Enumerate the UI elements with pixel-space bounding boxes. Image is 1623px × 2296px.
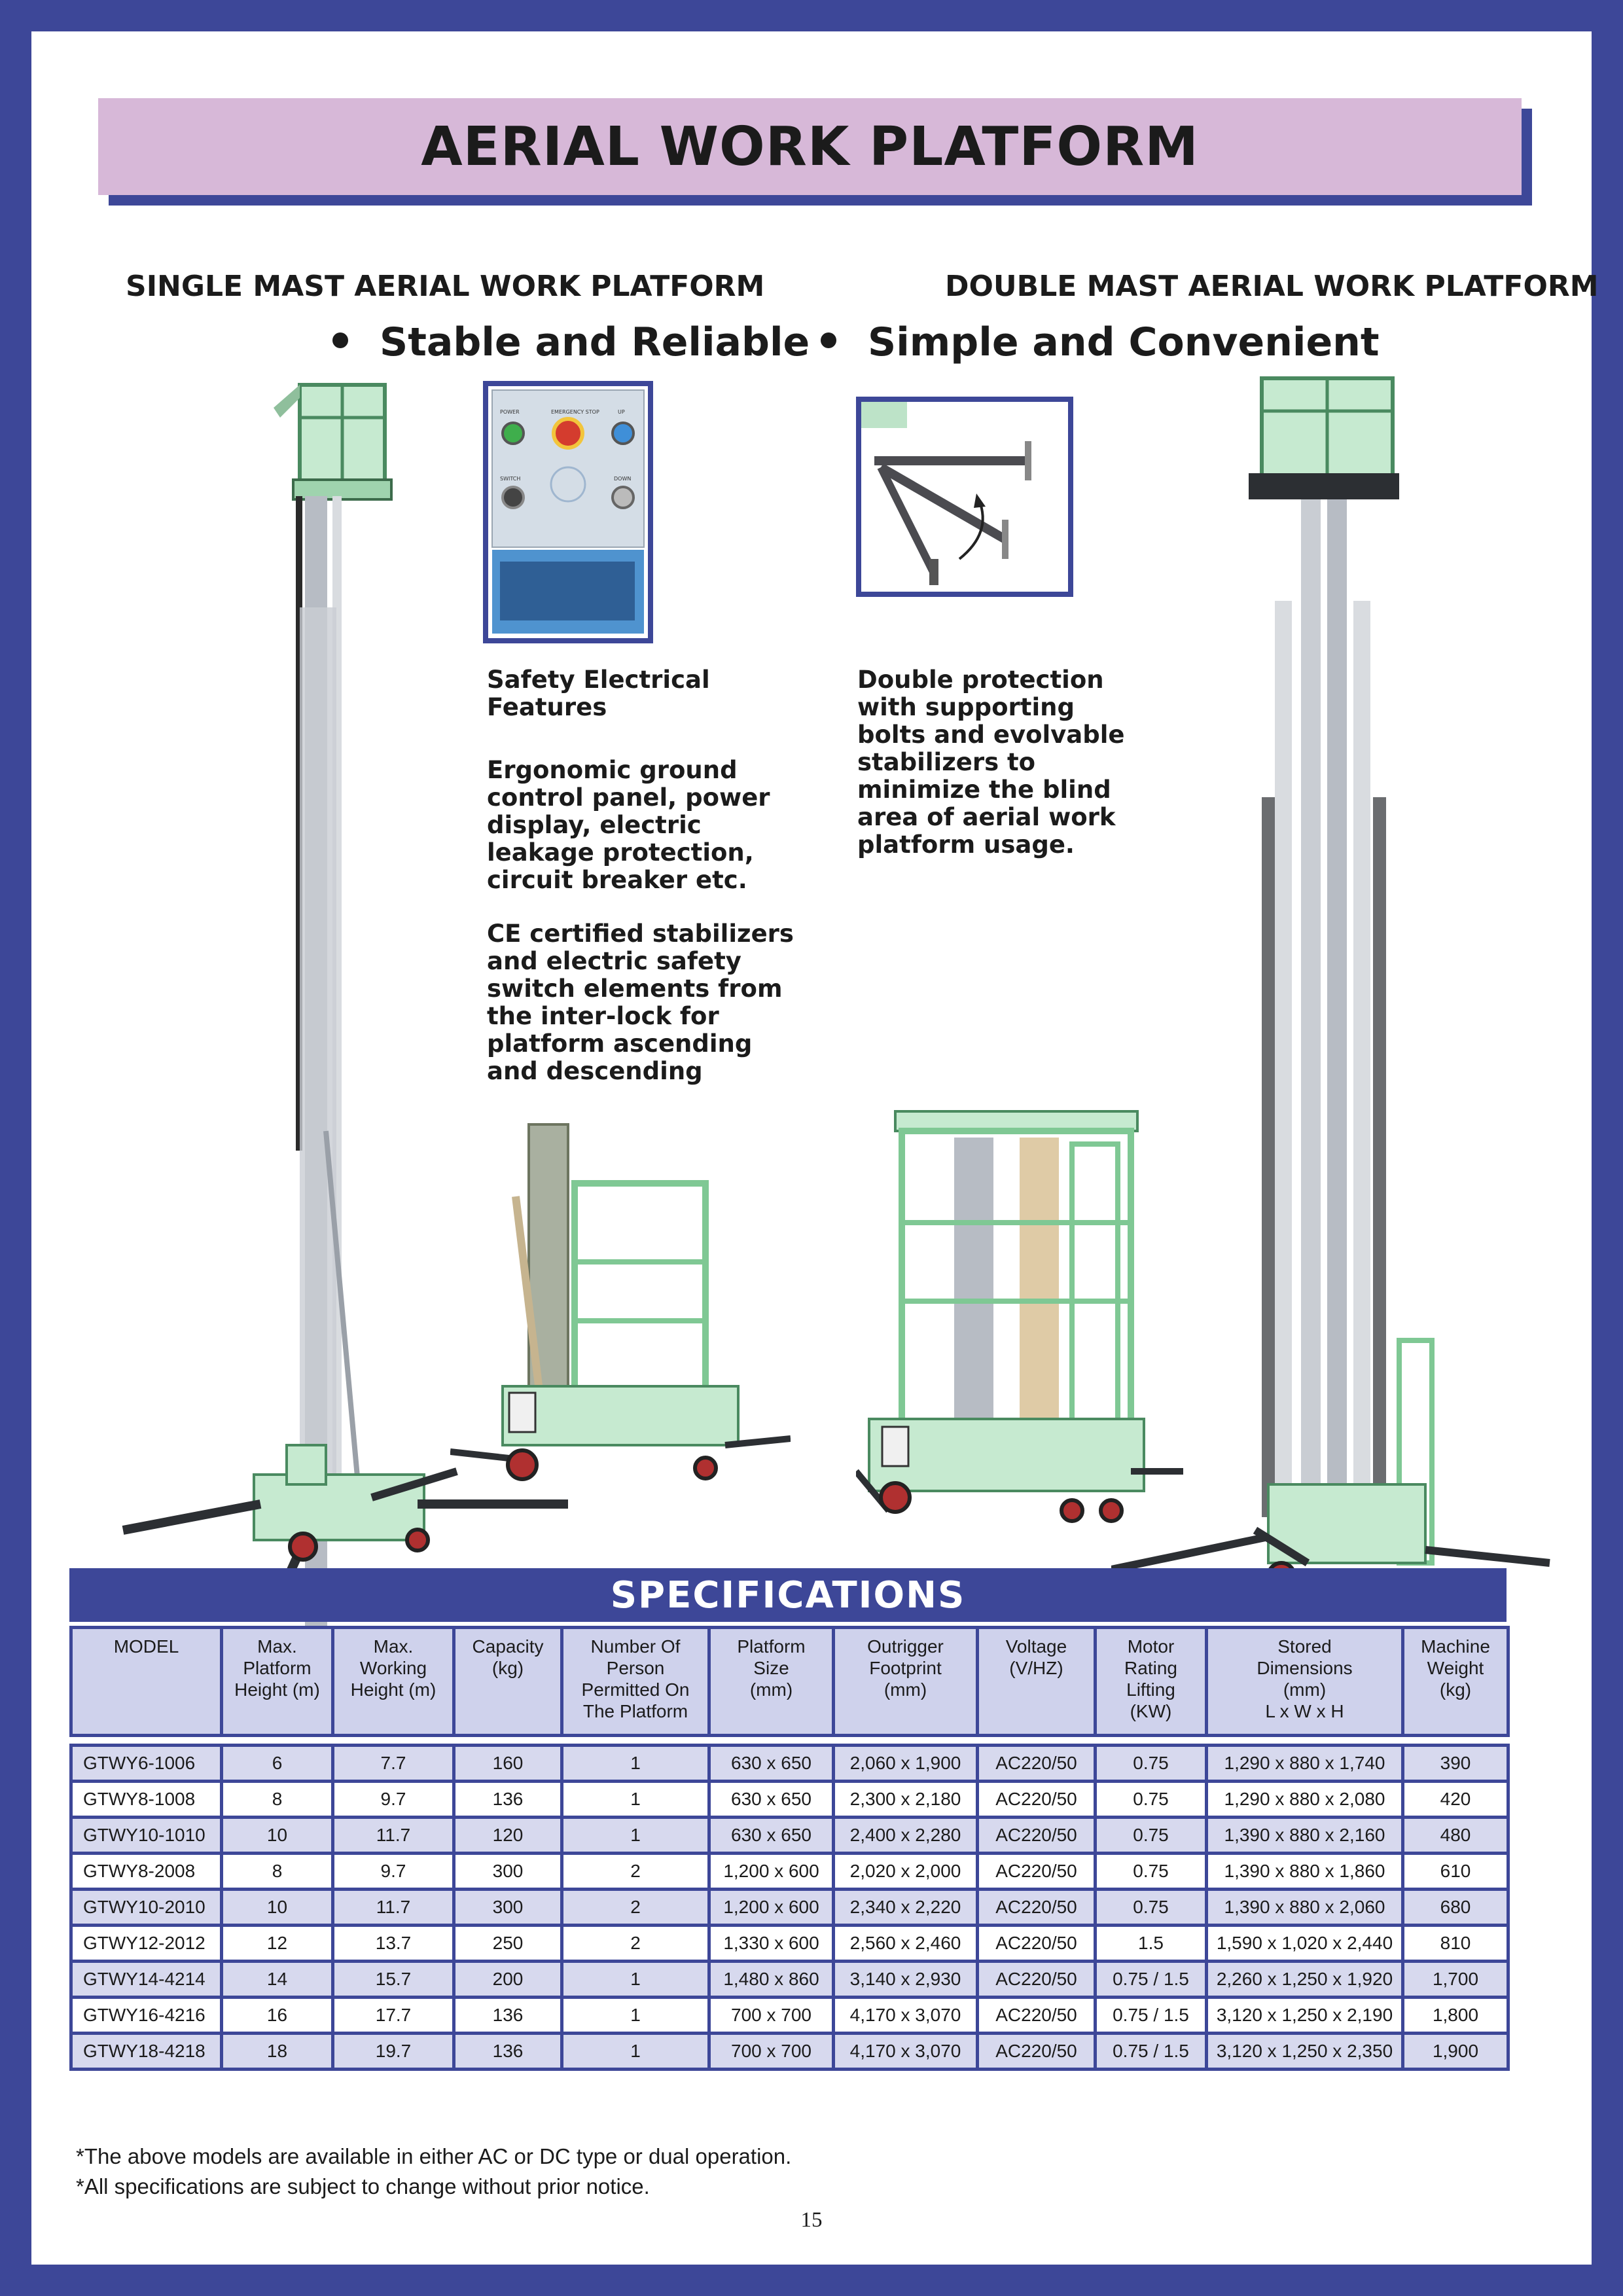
- model-cell: GTWY8-1008: [71, 1782, 222, 1818]
- col-outrigger-footprint: Outrigger Footprint (mm): [834, 1628, 978, 1736]
- col-voltage: Voltage (V/HZ): [978, 1628, 1096, 1736]
- specifications-table: [69, 1626, 1510, 2071]
- table-cell: 2,020 x 2,000: [834, 1854, 978, 1890]
- table-cell: 8: [222, 1854, 333, 1890]
- table-cell: 1,200 x 600: [709, 1854, 834, 1890]
- panel-switch-label: SWITCH: [500, 476, 521, 482]
- col-stored-dimensions: Stored Dimensions (mm) L x W x H: [1207, 1628, 1403, 1736]
- table-cell: AC220/50: [978, 1890, 1096, 1926]
- table-cell: 2,340 x 2,220: [834, 1890, 978, 1926]
- table-cell: 9.7: [333, 1782, 454, 1818]
- table-cell: 610: [1403, 1854, 1508, 1890]
- table-row: [71, 1854, 1508, 1890]
- table-cell: AC220/50: [978, 2034, 1096, 2070]
- table-cell: 200: [454, 1962, 562, 1998]
- table-cell: 19.7: [333, 2034, 454, 2070]
- table-cell: 1: [562, 1962, 709, 1998]
- table-cell: 0.75 / 1.5: [1096, 1962, 1207, 1998]
- table-cell: 13.7: [333, 1926, 454, 1962]
- table-cell: AC220/50: [978, 1818, 1096, 1854]
- table-cell: 14: [222, 1962, 333, 1998]
- col-capacity: Capacity (kg): [454, 1628, 562, 1736]
- panel-up-label: UP: [618, 409, 625, 415]
- table-cell: 0.75: [1096, 1890, 1207, 1926]
- table-row: [71, 1962, 1508, 1998]
- table-cell: 12: [222, 1926, 333, 1962]
- table-cell: 11.7: [333, 1818, 454, 1854]
- table-cell: 136: [454, 1782, 562, 1818]
- model-cell: GTWY6-1006: [71, 1746, 222, 1782]
- panel-caption: Safety Electrical Features: [487, 666, 710, 721]
- table-cell: 1,330 x 600: [709, 1926, 834, 1962]
- table-cell: 136: [454, 2034, 562, 2070]
- table-cell: 2,400 x 2,280: [834, 1818, 978, 1854]
- table-cell: 300: [454, 1854, 562, 1890]
- col-max-working-height: Max. Working Height (m): [333, 1628, 454, 1736]
- table-cell: 390: [1403, 1746, 1508, 1782]
- panel-emergency-label: EMERGENCY STOP: [551, 409, 599, 415]
- table-cell: AC220/50: [978, 1746, 1096, 1782]
- table-cell: 2: [562, 1890, 709, 1926]
- stabilizer-description: Double protection with supporting bolts and evolvable stabilizers to minimize the blind area of aerial work platform usage.: [857, 666, 1125, 859]
- panel-description: Ergonomic ground control panel, power display, electric leakage protection, circuit breaker etc.: [487, 756, 770, 894]
- table-cell: AC220/50: [978, 1782, 1096, 1818]
- panel-down-label: DOWN: [614, 476, 632, 482]
- table-cell: 18: [222, 2034, 333, 2070]
- single-mast-compact-image: [450, 1105, 791, 1498]
- note-change: *All specifications are subject to change without prior notice.: [76, 2174, 650, 2198]
- table-cell: 1,390 x 880 x 2,160: [1207, 1818, 1403, 1854]
- panel-power-label: POWER: [500, 409, 520, 415]
- table-cell: 810: [1403, 1926, 1508, 1962]
- table-cell: 2: [562, 1854, 709, 1890]
- table-cell: 630 x 650: [709, 1818, 834, 1854]
- table-cell: 300: [454, 1890, 562, 1926]
- table-cell: 4,170 x 3,070: [834, 2034, 978, 2070]
- col-model: MODEL: [71, 1628, 222, 1736]
- model-cell: GTWY16-4216: [71, 1998, 222, 2034]
- table-cell: 160: [454, 1746, 562, 1782]
- table-cell: 10: [222, 1890, 333, 1926]
- table-cell: 1,700: [1403, 1962, 1508, 1998]
- table-header-row: [71, 1628, 1508, 1736]
- table-row: [71, 1890, 1508, 1926]
- table-cell: 250: [454, 1926, 562, 1962]
- table-cell: AC220/50: [978, 1926, 1096, 1962]
- model-cell: GTWY18-4218: [71, 2034, 222, 2070]
- page-number: 15: [800, 2208, 823, 2232]
- table-cell: 630 x 650: [709, 1782, 834, 1818]
- table-cell: 1: [562, 1998, 709, 2034]
- table-cell: 1,290 x 880 x 1,740: [1207, 1746, 1403, 1782]
- ce-description: CE certified stabilizers and electric safety switch elements from the inter-lock for platform ascending and descending: [487, 920, 794, 1085]
- model-cell: GTWY10-2010: [71, 1890, 222, 1926]
- table-cell: 4,170 x 3,070: [834, 1998, 978, 2034]
- table-cell: 1,200 x 600: [709, 1890, 834, 1926]
- double-mast-lift-image: [1111, 339, 1556, 1628]
- table-cell: 2,060 x 1,900: [834, 1746, 978, 1782]
- table-cell: 3,140 x 2,930: [834, 1962, 978, 1998]
- table-row: [71, 1998, 1508, 2034]
- table-cell: 120: [454, 1818, 562, 1854]
- table-cell: 0.75: [1096, 1854, 1207, 1890]
- bullet-stable-text: Stable and Reliable: [380, 319, 810, 365]
- table-cell: 700 x 700: [709, 2034, 834, 2070]
- table-cell: 7.7: [333, 1746, 454, 1782]
- bullet-dot-icon: [821, 332, 836, 348]
- table-row: [71, 1782, 1508, 1818]
- table-cell: 17.7: [333, 1998, 454, 2034]
- table-cell: AC220/50: [978, 1854, 1096, 1890]
- table-cell: 2,560 x 2,460: [834, 1926, 978, 1962]
- col-motor-rating: Motor Rating Lifting (KW): [1096, 1628, 1207, 1736]
- table-cell: 3,120 x 1,250 x 2,350: [1207, 2034, 1403, 2070]
- table-cell: 1: [562, 1782, 709, 1818]
- table-cell: 16: [222, 1998, 333, 2034]
- table-cell: 0.75 / 1.5: [1096, 2034, 1207, 2070]
- table-cell: 1,800: [1403, 1998, 1508, 2034]
- stabilizer-detail-image: [856, 397, 1073, 597]
- table-cell: 630 x 650: [709, 1746, 834, 1782]
- table-row: [71, 1818, 1508, 1854]
- col-max-platform-height: Max. Platform Height (m): [222, 1628, 333, 1736]
- table-cell: AC220/50: [978, 1998, 1096, 2034]
- table-cell: 700 x 700: [709, 1998, 834, 2034]
- double-mast-heading: DOUBLE MAST AERIAL WORK PLATFORM: [945, 270, 1599, 303]
- model-cell: GTWY12-2012: [71, 1926, 222, 1962]
- page-title: AERIAL WORK PLATFORM: [98, 98, 1522, 195]
- table-cell: 0.75: [1096, 1782, 1207, 1818]
- table-cell: 1,390 x 880 x 2,060: [1207, 1890, 1403, 1926]
- table-cell: 680: [1403, 1890, 1508, 1926]
- table-cell: 420: [1403, 1782, 1508, 1818]
- note-ac-dc: *The above models are available in either AC or DC type or dual operation.: [76, 2144, 792, 2168]
- table-cell: AC220/50: [978, 1962, 1096, 1998]
- bullet-simple-text: Simple and Convenient: [868, 319, 1380, 365]
- table-cell: 2,300 x 2,180: [834, 1782, 978, 1818]
- table-cell: 3,120 x 1,250 x 2,190: [1207, 1998, 1403, 2034]
- table-cell: 1,290 x 880 x 2,080: [1207, 1782, 1403, 1818]
- table-cell: 1,480 x 860: [709, 1962, 834, 1998]
- table-cell: 1,390 x 880 x 1,860: [1207, 1854, 1403, 1890]
- table-cell: 8: [222, 1782, 333, 1818]
- specifications-heading: SPECIFICATIONS: [69, 1568, 1507, 1622]
- table-cell: 0.75: [1096, 1818, 1207, 1854]
- table-cell: 9.7: [333, 1854, 454, 1890]
- table-cell: 480: [1403, 1818, 1508, 1854]
- col-persons: Number Of Person Permitted On The Platform: [562, 1628, 709, 1736]
- table-row: [71, 1926, 1508, 1962]
- col-platform-size: Platform Size (mm): [709, 1628, 834, 1736]
- table-cell: 136: [454, 1998, 562, 2034]
- table-cell: 1: [562, 1818, 709, 1854]
- table-cell: 1,590 x 1,020 x 2,440: [1207, 1926, 1403, 1962]
- table-row: [71, 1746, 1508, 1782]
- table-cell: 1.5: [1096, 1926, 1207, 1962]
- table-cell: 1,900: [1403, 2034, 1508, 2070]
- table-cell: 1: [562, 2034, 709, 2070]
- table-cell: 10: [222, 1818, 333, 1854]
- table-cell: 0.75: [1096, 1746, 1207, 1782]
- table-cell: 1: [562, 1746, 709, 1782]
- table-cell: 15.7: [333, 1962, 454, 1998]
- table-cell: 0.75 / 1.5: [1096, 1998, 1207, 2034]
- col-machine-weight: Machine Weight (kg): [1403, 1628, 1508, 1736]
- model-cell: GTWY8-2008: [71, 1854, 222, 1890]
- table-cell: 2,260 x 1,250 x 1,920: [1207, 1962, 1403, 1998]
- control-panel-image: [483, 381, 653, 643]
- model-cell: GTWY10-1010: [71, 1818, 222, 1854]
- single-mast-heading: SINGLE MAST AERIAL WORK PLATFORM: [126, 270, 765, 303]
- table-cell: 11.7: [333, 1890, 454, 1926]
- table-row: [71, 2034, 1508, 2070]
- table-cell: 2: [562, 1926, 709, 1962]
- model-cell: GTWY14-4214: [71, 1962, 222, 1998]
- table-cell: 6: [222, 1746, 333, 1782]
